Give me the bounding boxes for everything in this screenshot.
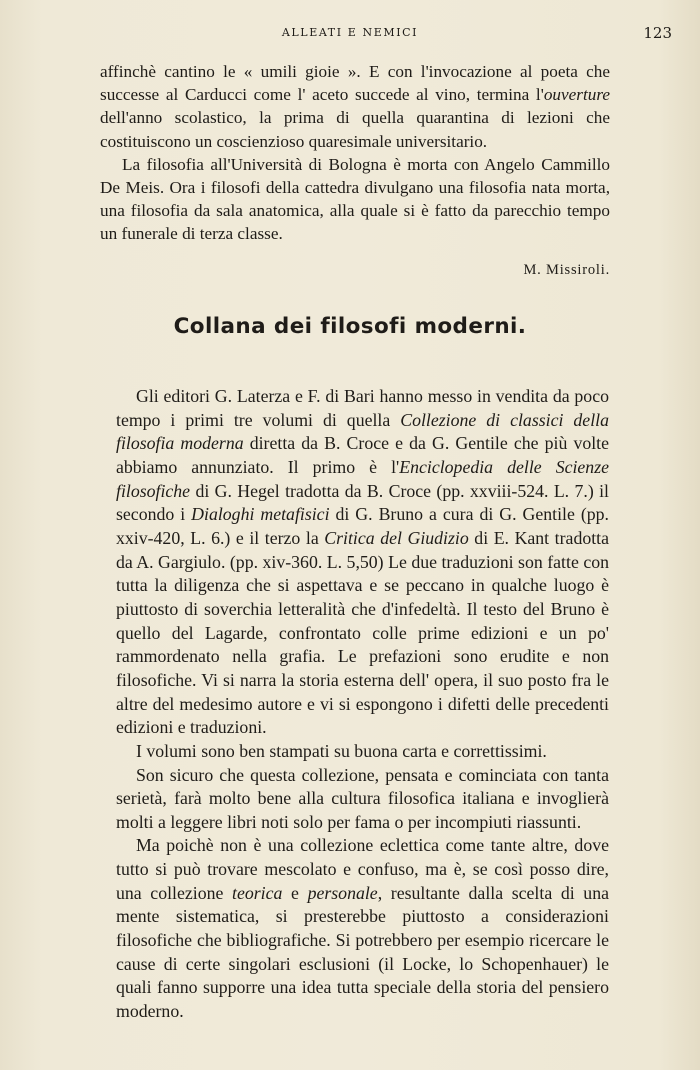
italic-run: Dialoghi metafisici <box>191 504 330 525</box>
text-run: diretta da B. Croce e da G. Gentile che più volte abbiamo annunziato. Il primo è l' <box>116 433 609 477</box>
review-paragraph-1 <box>116 385 609 740</box>
letter-paragraph-2: La filosofia all'Università di Bologna è morta con Angelo Cammillo De Meis. Ora i filosofi della cattedra divulgano una filosofia nata morta, una filosofia da sala anatomica, alla quale si è fatto da parecchio tempo un funerale di terza classe. <box>100 154 610 244</box>
review-text <box>116 385 609 1024</box>
italic-run: Critica del Giudizio <box>324 527 469 548</box>
review-paragraph-2: I volumi sono ben stampati su buona carta e correttissimi. <box>136 740 547 761</box>
review-paragraph-3: Son sicuro che questa collezione, pensata e cominciata con tanta serietà, farà molto bene alla cultura filosofica italiana e invoglierà molti a leggere libri noti solo per fama o per incompiuti riassunti. <box>116 764 609 832</box>
italic-run: teorica <box>232 882 283 903</box>
italic-run: personale <box>307 882 378 903</box>
text-run: Gli editori G. Laterza e F. di Bari hanno messo in vendita da poco tempo i primi tre volumi di quella <box>116 386 609 430</box>
text-run: di E. Kant tradotta da A. Gargiulo. (pp. xiv-360. L. 5,50) Le due traduzioni son fatte con tutta la diligenza che si aspettava e se peccano in qualche luogo è piuttosto di soverchia letteralità che d'infedeltà. Il testo del Bruno è quello del Lagarde, confrontato colle prime edizioni e un po' rammordenato nella grafia. Le prefazioni sono erudite e non filosofiche. Vi si narra la storia esterna dell' opera, il suo posto fra le altre del medesimo autore e vi si espongono i difetti delle precedenti edizioni e traduzioni. <box>116 527 609 738</box>
text-run: affinchè cantino le « umili gioie ». E con l'invocazione al poeta che successe al Carducci come l' aceto succede al vino, termina l' <box>100 62 610 105</box>
text-run: di G. Bruno a cura di G. Gentile (pp. xxiv-420, L. 6.) e il terzo la <box>116 504 609 548</box>
running-head <box>0 24 700 42</box>
text-run: di G. Hegel tradotta da B. Croce (pp. xxviii-524. L. 7.) il secondo i <box>116 480 609 525</box>
text-run: dell'anno scolastico, la prima di quella quarantina di lezioni che costituiscono un coscienzioso quaresimale universitario. <box>100 108 610 151</box>
author-signature: M. Missiroli. <box>523 261 610 278</box>
italic-run: Collezione di classici della filosofia moderna <box>116 409 609 454</box>
section-title: Collana dei filosofi moderni. <box>173 314 527 339</box>
italic-run: ouverture <box>543 85 610 105</box>
text-run: , resultante dalla scelta di una mente sistematica, si presterebbe piuttosto a considerazioni filosofiche che bibliografiche. Si potrebbero per esempio ricercare le cause di certe singolari esclusioni (il Locke, lo Schopenhauer) le quali fanno supporre una idea tutta speciale della storia del pensiero moderno. <box>116 882 609 1022</box>
text-run: Ma poichè non è una collezione eclettica come tante altre, dove tutto si può trovare mescolato e confuso, ma è, se così posso dire, una collezione <box>116 835 609 903</box>
review-paragraph-4 <box>116 834 609 1023</box>
text-run: e <box>282 882 308 903</box>
page-number: 123 <box>643 24 672 42</box>
letter-paragraph-1 <box>100 60 610 153</box>
italic-run: Enciclopedia delle Scienze filosofiche <box>116 456 610 501</box>
running-title: ALLEATI E NEMICI <box>281 26 419 39</box>
letter-text <box>100 60 610 282</box>
